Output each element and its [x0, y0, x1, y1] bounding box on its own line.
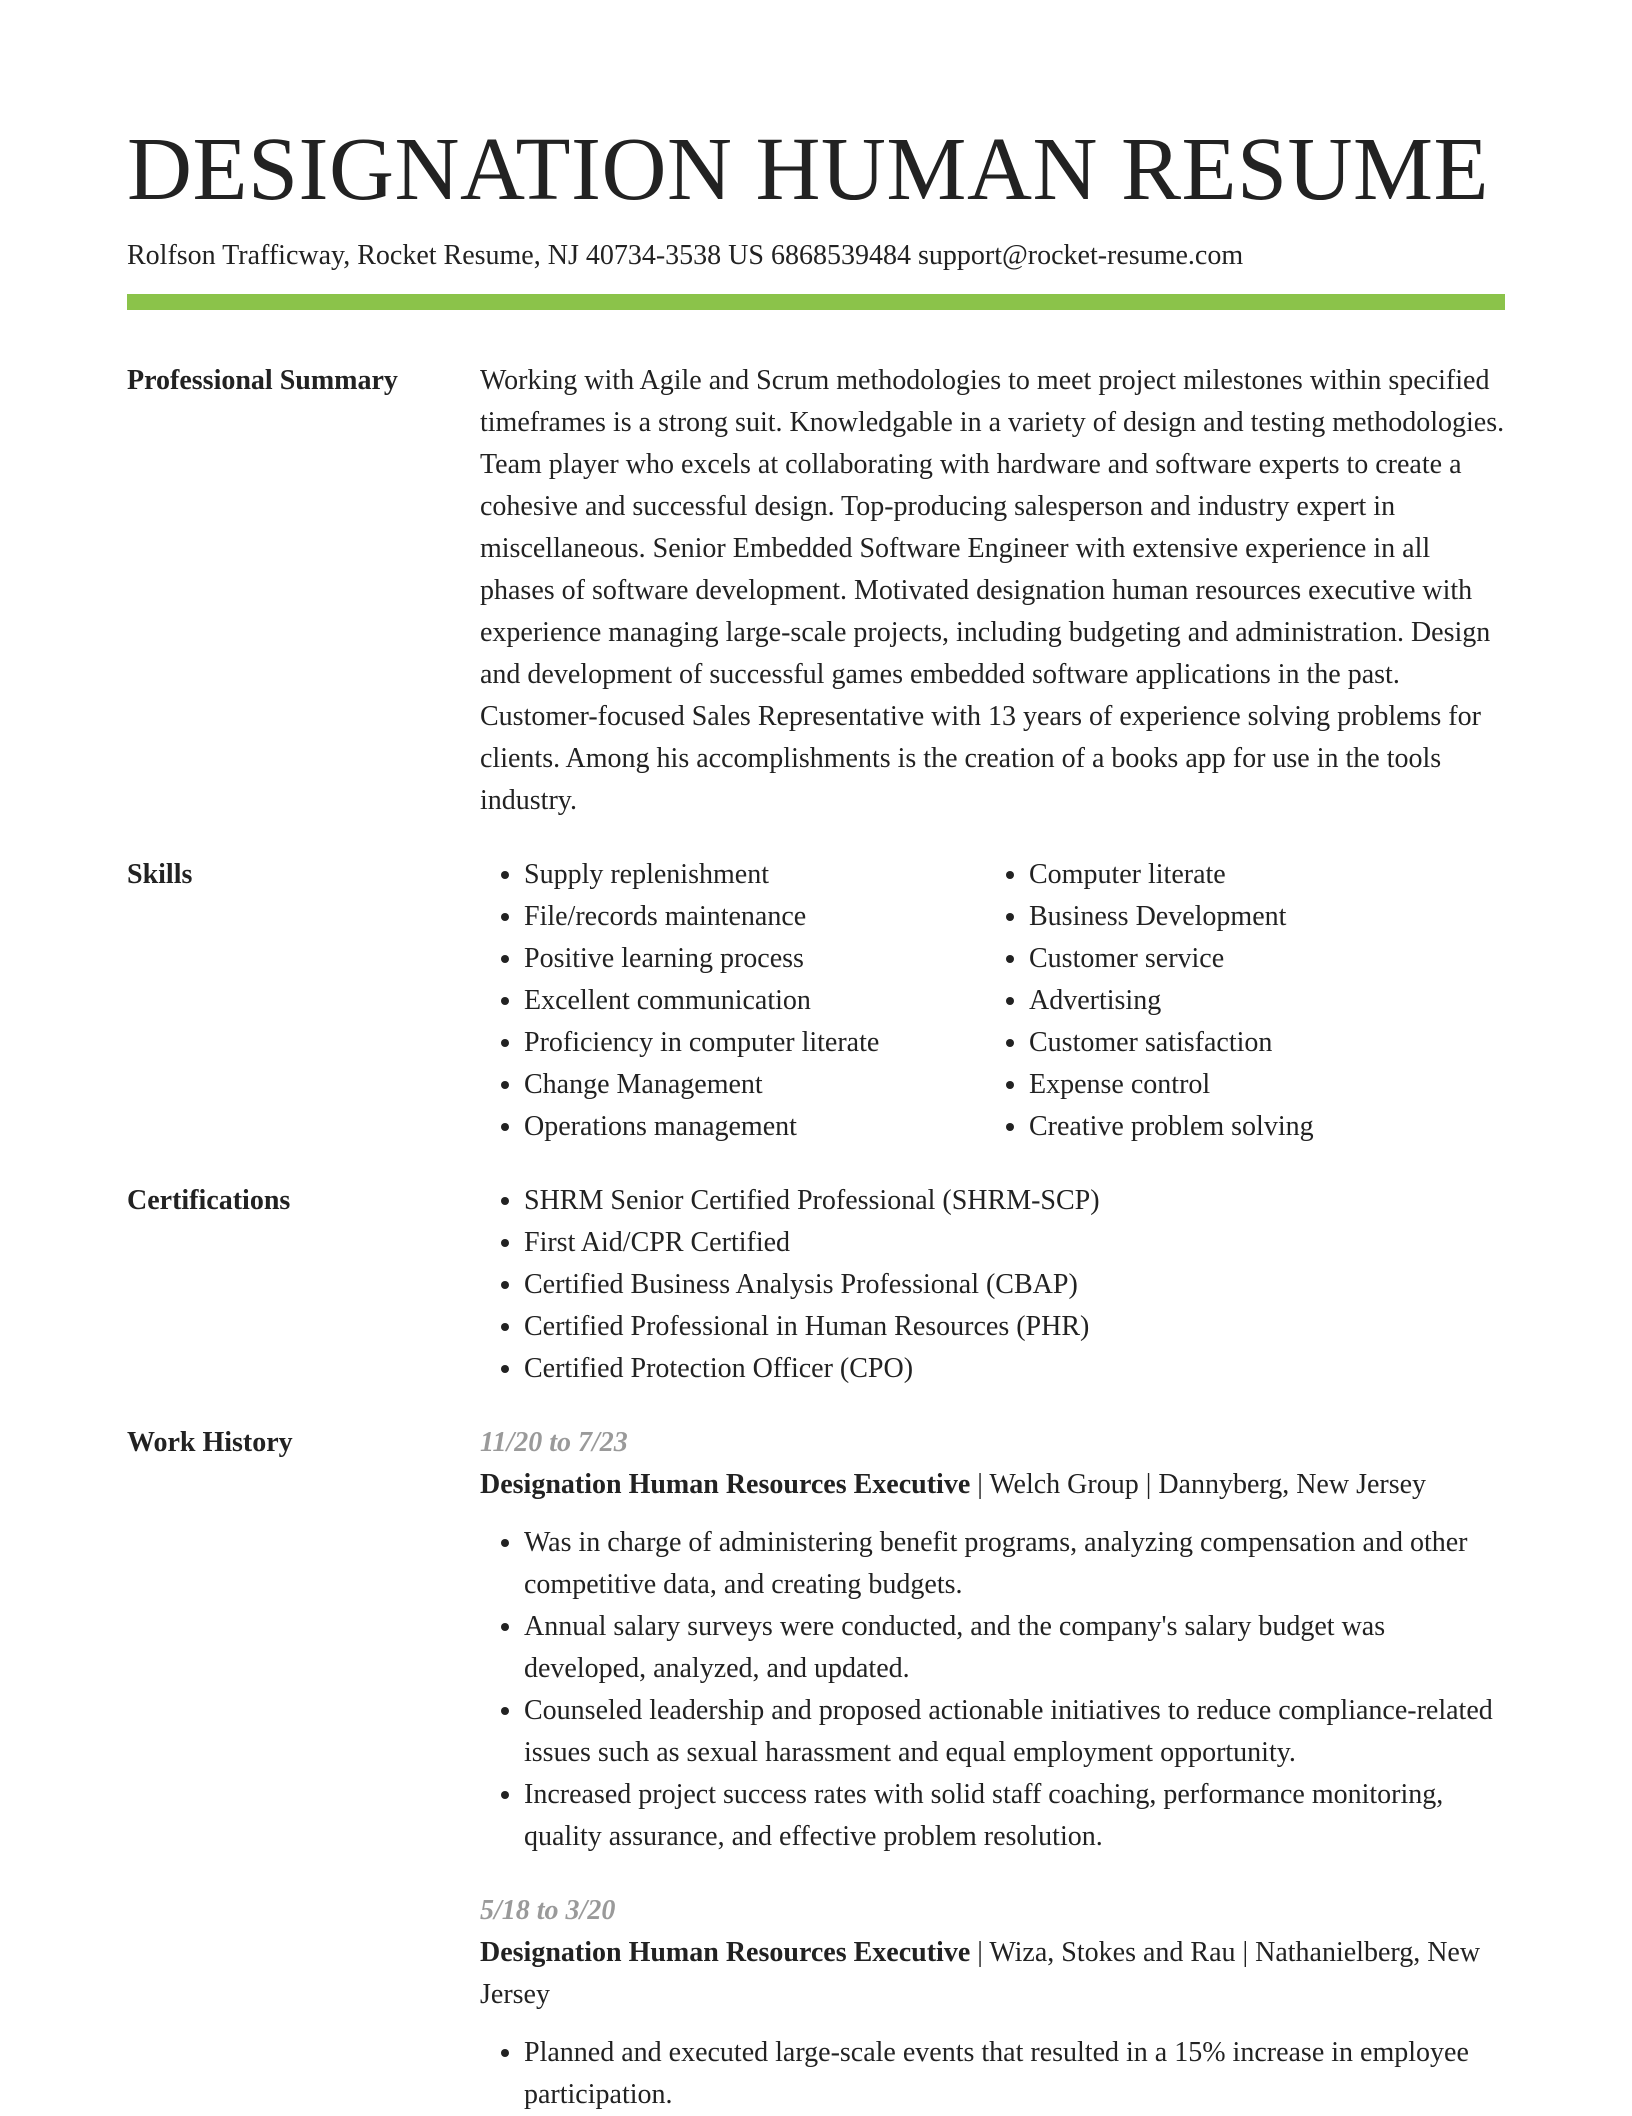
certification-item: • Certified Business Analysis Professional (CBAP): [524, 1264, 1505, 1306]
skill-item: • Business Development: [1029, 896, 1490, 938]
skill-item: • Customer satisfaction: [1029, 1022, 1490, 1064]
job-dates: 5/18 to 3/20: [480, 1895, 616, 1926]
job-title-line: [480, 1464, 1505, 1506]
job-bullet: • Increased project success rates with solid staff coaching, performance monitoring, quality assurance, and effective problem resolution.: [524, 1774, 1505, 1858]
skill-item: • Change Management: [524, 1064, 985, 1106]
skill-item: • Computer literate: [1029, 854, 1490, 896]
certification-item: • Certified Professional in Human Resources (PHR): [524, 1306, 1505, 1348]
skills-list-right: [985, 854, 1490, 1148]
job-entry: [480, 1890, 1505, 2116]
skill-item: • Proficiency in computer literate: [524, 1022, 985, 1064]
resume-name: DESIGNATION HUMAN RESUME: [127, 120, 1489, 219]
accent-divider: [127, 294, 1505, 310]
skill-item: • Customer service: [1029, 938, 1490, 980]
job-role: Designation Human Resources Executive: [480, 1937, 971, 1968]
skill-item: • File/records maintenance: [524, 896, 985, 938]
section-title-work-history: Work History: [127, 1427, 293, 1458]
skill-item: • Operations management: [524, 1106, 985, 1148]
job-bullet: • Counseled leadership and proposed actionable initiatives to reduce compliance-related issues such as sexual harassment and equal employment opportunity.: [524, 1690, 1505, 1774]
skill-item: • Expense control: [1029, 1064, 1490, 1106]
certification-item: • First Aid/CPR Certified: [524, 1222, 1505, 1264]
job-employer-location: | Welch Group | Dannyberg, New Jersey: [970, 1469, 1427, 1500]
work-history-section: [127, 1422, 1505, 2116]
section-title-skills: Skills: [127, 859, 193, 890]
job-employer-location: | Wiza, Stokes and Rau | Nathanielberg, New Jersey: [480, 1937, 1481, 2010]
contact-line: Rolfson Trafficway, Rocket Resume, NJ 40734-3538 US 6868539484 support@rocket-resume.com: [127, 240, 1244, 271]
job-dates: 11/20 to 7/23: [480, 1427, 628, 1458]
section-title-summary: Professional Summary: [127, 365, 398, 396]
skill-item: • Advertising: [1029, 980, 1490, 1022]
skill-item: • Positive learning process: [524, 938, 985, 980]
professional-summary-section: [127, 360, 1505, 822]
job-bullet: • Was in charge of administering benefit programs, analyzing compensation and other competitive data, and creating budgets.: [524, 1522, 1505, 1606]
job-role: Designation Human Resources Executive: [480, 1469, 971, 1500]
job-bullets: [480, 1522, 1505, 1858]
certifications-section: [127, 1180, 1505, 1390]
section-title-certifications: Certifications: [127, 1185, 291, 1216]
skills-list-left: [480, 854, 985, 1148]
job-bullet: • Planned and executed large-scale events that resulted in a 15% increase in employee participation.: [524, 2032, 1505, 2116]
certification-item: • Certified Protection Officer (CPO): [524, 1348, 1505, 1390]
skills-section: [127, 854, 1505, 1148]
skill-item: • Supply replenishment: [524, 854, 985, 896]
job-bullets: [480, 2032, 1505, 2116]
certifications-list: [480, 1180, 1505, 1390]
certification-item: • SHRM Senior Certified Professional (SHRM-SCP): [524, 1180, 1505, 1222]
skill-item: • Creative problem solving: [1029, 1106, 1490, 1148]
skill-item: • Excellent communication: [524, 980, 985, 1022]
job-bullet: • Annual salary surveys were conducted, and the company's salary budget was developed, analyzed, and updated.: [524, 1606, 1505, 1690]
job-title-line: [480, 1932, 1505, 2016]
summary-text: Working with Agile and Scrum methodologies to meet project milestones within specified timeframes is a strong suit. Knowledgable in a variety of design and testing methodologies. Team player who excels at collaborating with hardware and software experts to create a cohesive and successful design. Top-producing salesperson and industry expert in miscellaneous. Senior Embedded Software Engineer with extensive experience in all phases of software development. Motivated designation human resources executive with experience managing large-scale projects, including budgeting and administration. Design and development of successful games embedded software applications in the past. Customer-focused Sales Representative with 13 years of experience solving problems for clients. Among his accomplishments is the creation of a books app for use in the tools industry.: [480, 365, 1505, 816]
job-entry: [480, 1422, 1505, 1858]
